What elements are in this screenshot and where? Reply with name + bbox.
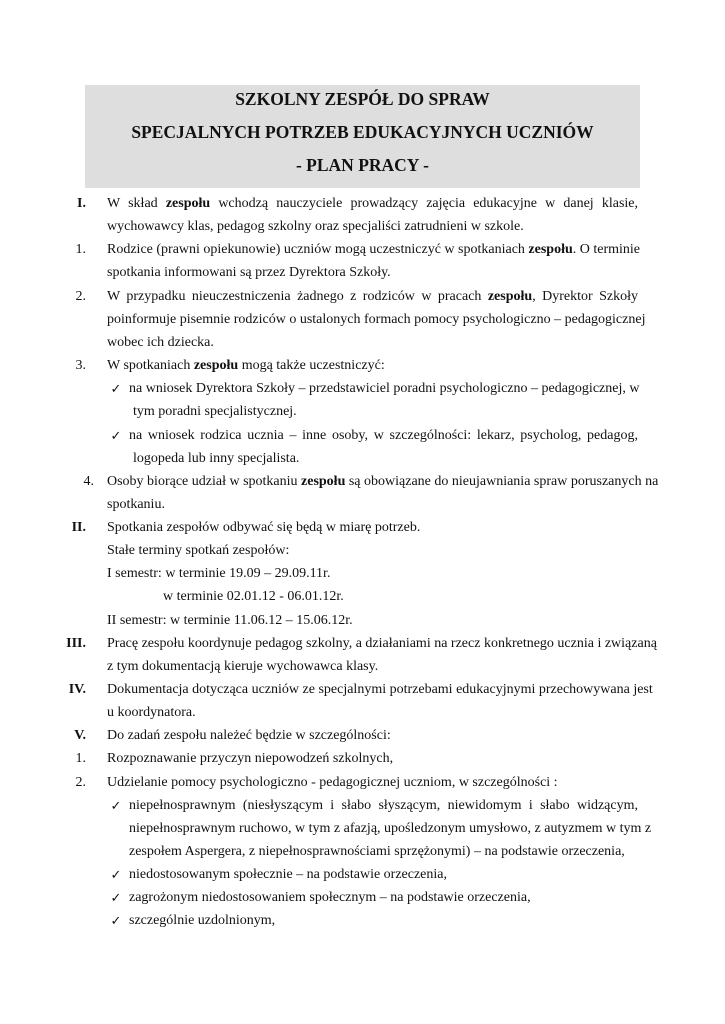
- item-1-line-1: Rodzice (prawni opiekunowie) uczniów mogą uczestniczyć w spotkaniach zespołu. O terminie: [107, 242, 641, 257]
- schedule-semester-1: I semestr: w terminie 19.09 – 29.09.11r.: [107, 566, 331, 581]
- task-2-bullet-1-line-1: niepełnosprawnym (niesłyszącym i słabo słyszącym, niewidomym i słabo widzącym,: [129, 798, 638, 813]
- task-2-bullet-4-line-1: szczególnie uzdolnionym,: [129, 913, 276, 928]
- task-marker-1: 1.: [75, 751, 86, 766]
- title-line-1: SZKOLNY ZESPÓŁ DO SPRAW: [235, 89, 490, 109]
- section-marker-V: V.: [74, 728, 86, 743]
- task-marker-2: 2.: [75, 775, 86, 790]
- document-header: [85, 85, 640, 188]
- task-2-bullet-3-line-1: zagrożonym niedostosowaniem społecznym – na podstawie orzeczenia,: [129, 890, 531, 905]
- item-4-line-1: Osoby biorące udział w spotkaniu zespołu są obowiązane do nieujawniania spraw poruszanych na: [107, 474, 659, 489]
- section-V-line-1: Do zadań zespołu należeć będzie w szczególności:: [107, 728, 391, 743]
- item-marker-3: 3.: [75, 358, 86, 373]
- section-marker-IV: IV.: [68, 682, 86, 697]
- section-II-line-1: Spotkania zespołów odbywać się będą w miarę potrzeb.: [107, 520, 421, 535]
- section-II-line-2: Stałe terminy spotkań zespołów:: [107, 543, 290, 558]
- item-marker-2: 2.: [75, 289, 86, 304]
- title-line-3: - PLAN PRACY -: [295, 155, 429, 175]
- schedule-semester-1-second: w terminie 02.01.12 - 06.01.12r.: [163, 589, 344, 604]
- task-2-bullet-1-line-3: zespołem Aspergera, z niepełnosprawnościami sprzężonymi) – na podstawie orzeczenia,: [129, 844, 625, 859]
- schedule-semester-2: II semestr: w terminie 11.06.12 – 15.06.12r.: [107, 613, 353, 628]
- item-3-bullet-1-line-1: na wniosek Dyrektora Szkoły – przedstawiciel poradni psychologiczno – pedagogicznej, w: [129, 381, 640, 396]
- section-I-line-2: wychowawcy klas, pedagog szkolny oraz specjaliści zatrudnieni w szkole.: [107, 219, 524, 234]
- task-2-bullet-2-line-1: niedostosowanym społecznie – na podstawie orzeczenia,: [129, 867, 448, 882]
- item-1-line-2: spotkania informowani są przez Dyrektora Szkoły.: [107, 265, 391, 280]
- task-1-line-1: Rozpoznawanie przyczyn niepowodzeń szkolnych,: [107, 751, 394, 766]
- section-marker-II: II.: [71, 520, 86, 535]
- item-3-line-1: W spotkaniach zespołu mogą także uczestniczyć:: [107, 358, 385, 373]
- item-3-bullet-2-line-1: na wniosek rodzica ucznia – inne osoby, w szczególności: lekarz, psycholog, pedagog,: [129, 428, 638, 443]
- item-2-line-3: wobec ich dziecka.: [107, 335, 214, 350]
- section-III-line-1: Pracę zespołu koordynuje pedagog szkolny, a działaniami na rzecz konkretnego ucznia i związaną: [107, 636, 657, 651]
- checkmark-icon: ✓: [110, 381, 122, 396]
- checkmark-icon: ✓: [110, 428, 122, 443]
- section-marker-I: I.: [77, 196, 86, 211]
- section-IV-line-2: u koordynatora.: [107, 705, 196, 720]
- item-3-bullet-1-line-2: tym poradni specjalistycznej.: [133, 404, 297, 419]
- section-IV-line-1: Dokumentacja dotycząca uczniów ze specjalnymi potrzebami edukacyjnymi przechowywana jest: [107, 682, 653, 697]
- checkmark-icon: ✓: [110, 913, 122, 928]
- task-2-line-1: Udzielanie pomocy psychologiczno - pedagogicznej uczniom, w szczególności :: [107, 775, 558, 790]
- section-I-line-1: W skład zespołu wchodzą nauczyciele prowadzący zajęcia edukacyjne w danej klasie,: [107, 196, 639, 211]
- item-marker-4: 4.: [83, 474, 94, 489]
- item-2-line-2: poinformuje pisemnie rodziców o ustalonych formach pomocy psychologiczno – pedagogicznej: [107, 312, 646, 327]
- item-2-line-1: W przypadku nieuczestniczenia żadnego z rodziców w pracach zespołu, Dyrektor Szkoły: [107, 289, 638, 304]
- section-marker-III: III.: [66, 636, 86, 651]
- title-line-2: SPECJALNYCH POTRZEB EDUKACYJNYCH UCZNIÓW: [131, 122, 594, 142]
- checkmark-icon: ✓: [110, 867, 122, 882]
- item-marker-1: 1.: [75, 242, 86, 257]
- task-2-bullet-1-line-2: niepełnosprawnym ruchowo, w tym z afazją, upośledzonym umysłowo, z autyzmem w tym z: [129, 821, 652, 836]
- section-III-line-2: z tym dokumentacją kieruje wychowawca klasy.: [107, 659, 379, 674]
- checkmark-icon: ✓: [110, 890, 122, 905]
- item-3-bullet-2-line-2: logopeda lub inny specjalista.: [133, 451, 300, 466]
- checkmark-icon: ✓: [110, 798, 122, 813]
- item-4-line-2: spotkaniu.: [107, 497, 165, 512]
